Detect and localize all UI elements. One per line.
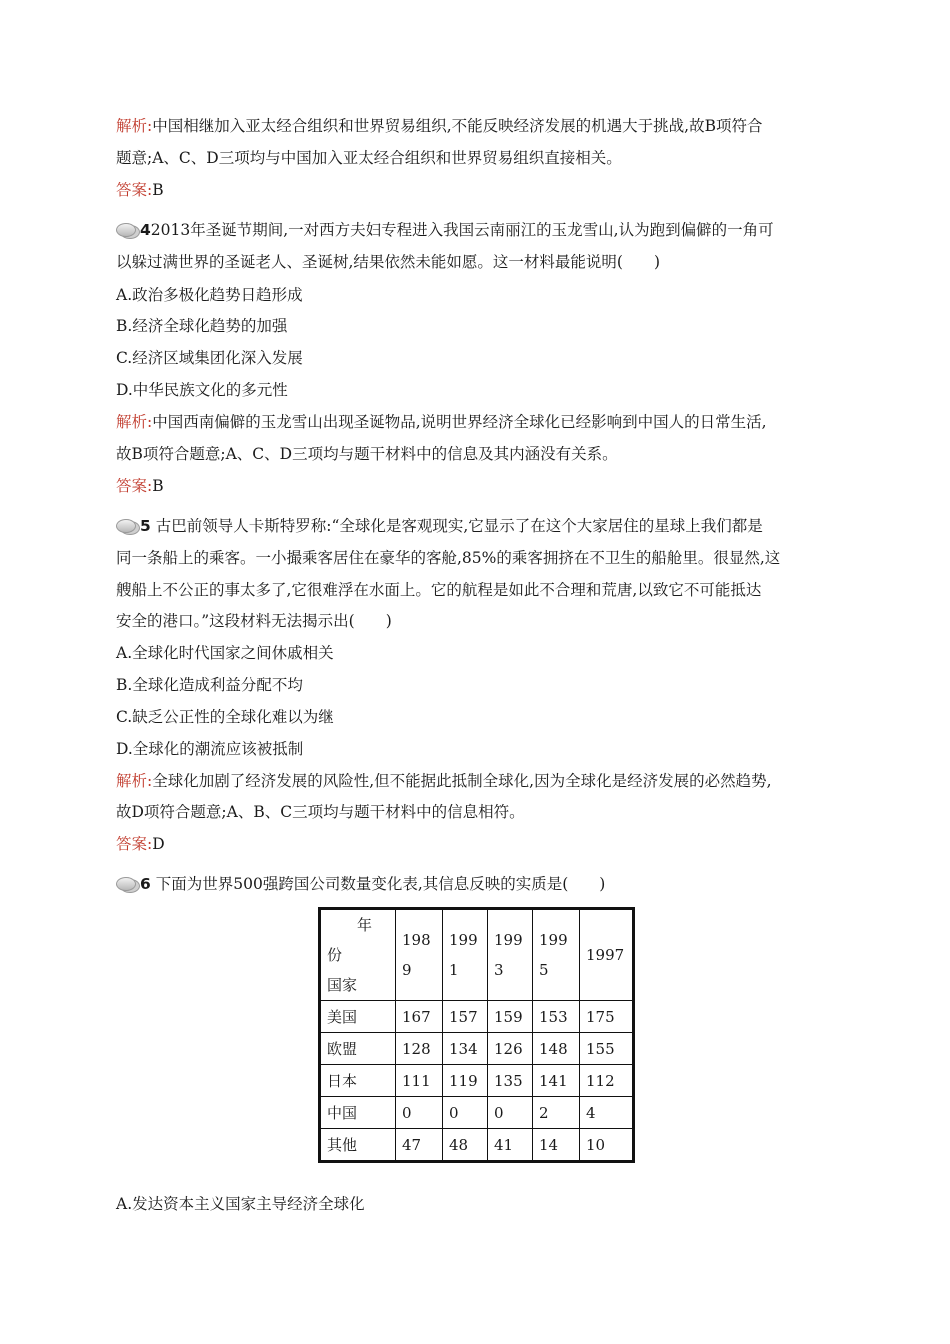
answer-value: B (152, 181, 164, 199)
q4-analysis-line1 (116, 412, 836, 432)
table-row (320, 1097, 634, 1129)
question-bullet-icon (116, 877, 136, 891)
value-cell: 128 (396, 1033, 443, 1065)
q3-answer (116, 180, 836, 200)
value-cell: 126 (488, 1033, 533, 1065)
answer-label: 答案: (116, 835, 153, 853)
q3-analysis-line2: 题意;A、C、D三项均与中国加入亚太经合组织和世界贸易组织直接相关。 (116, 149, 622, 167)
q4-stem-line1 (116, 220, 836, 240)
value-cell: 119 (443, 1065, 488, 1097)
value-cell: 47 (396, 1129, 443, 1162)
q5-stem-line1 (116, 516, 836, 536)
value-cell: 167 (396, 1001, 443, 1033)
corner-year-label: 年 (357, 916, 373, 934)
q5-stem-line4: 安全的港口。”这段材料无法揭示出( ) (116, 612, 392, 630)
q5-analysis-line2: 故D项符合题意;A、B、C三项均与题干材料中的信息相符。 (116, 803, 525, 821)
analysis-text: 全球化加剧了经济发展的风险性,但不能据此抵制全球化,因为全球化是经济发展的必然趋势, (152, 772, 772, 790)
value-cell: 112 (580, 1065, 634, 1097)
value-cell: 159 (488, 1001, 533, 1033)
q4-stem-line2: 以躲过满世界的圣诞老人、圣诞树,结果依然未能如愿。这一材料最能说明( ) (116, 253, 661, 271)
q5-analysis-line1 (116, 771, 836, 791)
answer-label: 答案: (116, 477, 153, 495)
year-header: 199 3 (488, 909, 533, 1001)
q3-analysis-line1 (116, 116, 836, 136)
answer-label: 答案: (116, 181, 153, 199)
value-cell: 0 (443, 1097, 488, 1129)
q6-option-a: A.发达资本主义国家主导经济全球化 (116, 1195, 365, 1213)
answer-value: D (152, 835, 165, 853)
year-header: 199 1 (443, 909, 488, 1001)
value-cell: 2 (533, 1097, 580, 1129)
table-row (320, 1065, 634, 1097)
q6-stem (116, 874, 836, 894)
value-cell: 0 (488, 1097, 533, 1129)
corner-country-label: 国家 (327, 976, 358, 994)
answer-value: B (152, 477, 164, 495)
q5-option-b: B.全球化造成利益分配不均 (116, 676, 303, 694)
question-stem: 2013年圣诞节期间,一对西方夫妇专程进入我国云南丽江的玉龙雪山,认为跑到偏僻的一角可 (150, 221, 774, 239)
q5-option-c: C.缺乏公正性的全球化难以为继 (116, 708, 334, 726)
value-cell: 175 (580, 1001, 634, 1033)
table-header-row (320, 909, 634, 1001)
corner-year-label-2: 份 (327, 946, 343, 964)
value-cell: 48 (443, 1129, 488, 1162)
value-cell: 148 (533, 1033, 580, 1065)
analysis-label: 解析: (116, 413, 153, 431)
q4-option-c: C.经济区域集团化深入发展 (116, 349, 303, 367)
analysis-label: 解析: (116, 772, 153, 790)
value-cell: 155 (580, 1033, 634, 1065)
q5-stem-line2: 同一条船上的乘客。一小撮乘客居住在豪华的客舱,85%的乘客拥挤在不卫生的船舱里。很显然,这 (116, 549, 781, 567)
table-corner-cell (320, 909, 396, 1001)
q5-stem-line3: 艘船上不公正的事太多了,它很难浮在水面上。它的航程是如此不合理和荒唐,以致它不可能抵达 (116, 581, 762, 599)
value-cell: 141 (533, 1065, 580, 1097)
question-number: 6 (140, 875, 151, 893)
analysis-label: 解析: (116, 117, 153, 135)
q5-option-d: D.全球化的潮流应该被抵制 (116, 740, 304, 758)
q4-option-b: B.经济全球化趋势的加强 (116, 317, 288, 335)
q4-option-d: D.中华民族文化的多元性 (116, 381, 288, 399)
year-header: 198 9 (396, 909, 443, 1001)
table-row (320, 1129, 634, 1162)
value-cell: 41 (488, 1129, 533, 1162)
value-cell: 153 (533, 1001, 580, 1033)
question-bullet-icon (116, 223, 136, 237)
value-cell: 4 (580, 1097, 634, 1129)
table-row (320, 1033, 634, 1065)
q4-analysis-line2: 故B项符合题意;A、C、D三项均与题干材料中的信息及其内涵没有关系。 (116, 445, 618, 463)
country-cell: 中国 (320, 1097, 396, 1129)
year-header: 199 5 (533, 909, 580, 1001)
value-cell: 10 (580, 1129, 634, 1162)
q4-answer (116, 476, 836, 496)
value-cell: 0 (396, 1097, 443, 1129)
q5-answer (116, 834, 836, 854)
analysis-text: 中国西南偏僻的玉龙雪山出现圣诞物品,说明世界经济全球化已经影响到中国人的日常生活, (152, 413, 767, 431)
question-number: 4 (140, 221, 151, 239)
country-cell: 美国 (320, 1001, 396, 1033)
question-bullet-icon (116, 519, 136, 533)
country-cell: 其他 (320, 1129, 396, 1162)
year-header: 1997 (580, 909, 634, 1001)
value-cell: 157 (443, 1001, 488, 1033)
q4-option-a: A.政治多极化趋势日趋形成 (116, 286, 303, 304)
question-stem: 下面为世界500强跨国公司数量变化表,其信息反映的实质是( ) (155, 875, 606, 893)
value-cell: 14 (533, 1129, 580, 1162)
analysis-text: 中国相继加入亚太经合组织和世界贸易组织,不能反映经济发展的机遇大于挑战,故B项符合 (152, 117, 763, 135)
multinational-company-table (318, 907, 635, 1163)
q5-option-a: A.全球化时代国家之间休戚相关 (116, 644, 334, 662)
country-cell: 日本 (320, 1065, 396, 1097)
value-cell: 134 (443, 1033, 488, 1065)
table-row (320, 1001, 634, 1033)
question-stem: 古巴前领导人卡斯特罗称:“全球化是客观现实,它显示了在这个大家居住的星球上我们都是 (155, 517, 763, 535)
question-number: 5 (140, 517, 151, 535)
value-cell: 135 (488, 1065, 533, 1097)
value-cell: 111 (396, 1065, 443, 1097)
country-cell: 欧盟 (320, 1033, 396, 1065)
